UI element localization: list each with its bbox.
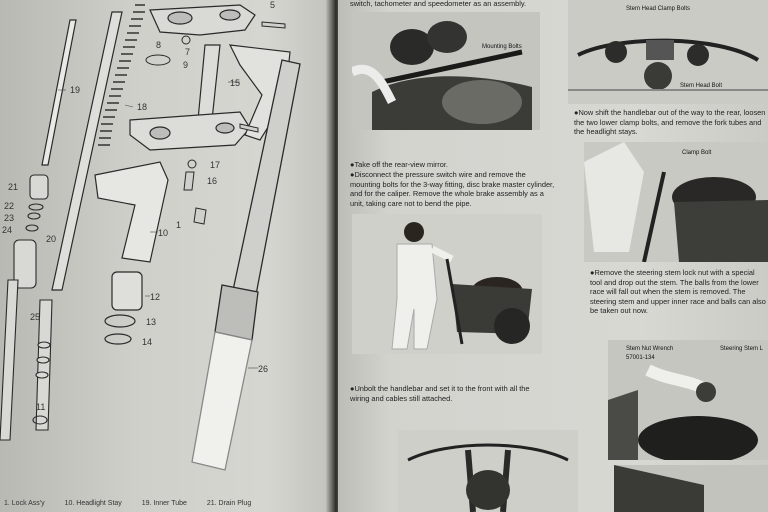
seal-parts: [105, 272, 142, 344]
photo-mechanic: [352, 214, 542, 354]
photo-label: Stem Head Clamp Bolts: [626, 6, 691, 12]
callout: 17: [210, 160, 221, 170]
callout: 13: [146, 317, 157, 327]
photo-label: Steering Stem L: [720, 346, 764, 352]
photo-label: Stem Head Bolt: [680, 83, 723, 89]
top-text: switch, tachometer and speedometer as an assembly.: [350, 0, 527, 8]
photo-clamp-bolt-drawing: [584, 142, 768, 262]
photo-stem-nut-wrench: [608, 340, 768, 460]
callout: 5: [270, 0, 276, 10]
para-unbolt-handlebar: ●Unbolt the handlebar and set it to the front with all the wiring and cables still attached.: [350, 384, 530, 403]
callout: 16: [207, 176, 218, 186]
inner-tube-part: [42, 12, 122, 290]
legend-item: 10. Headlight Stay: [64, 500, 122, 507]
callout: 7: [185, 47, 191, 57]
callout: 12: [150, 292, 161, 302]
callout: 9: [183, 60, 189, 70]
photo-mechanic-drawing: [352, 214, 542, 354]
photo-label: Mounting Bolts: [482, 44, 522, 50]
photo-arm-bottom-drawing: [614, 465, 768, 512]
photo-clamp-bolt: [584, 142, 768, 262]
legend-item: 21. Drain Plug: [206, 500, 252, 507]
callout: 8: [156, 40, 162, 50]
callout: 24: [2, 225, 13, 235]
callout: 20: [46, 234, 57, 244]
callout: 15: [230, 78, 241, 88]
photo-stem-head: [568, 0, 768, 104]
photo-handlebar-drawing: [352, 12, 540, 130]
callout: 10: [158, 228, 169, 238]
para-mirror: ●Take off the rear-view mirror.: [350, 160, 448, 169]
callout: 19: [70, 85, 81, 95]
photo-handlebar-front-drawing: [398, 430, 578, 512]
callout: 25: [30, 312, 41, 322]
callout: 14: [142, 337, 153, 347]
callout: 18: [137, 102, 148, 112]
legend-item: 1. Lock Ass'y: [4, 500, 45, 507]
legend-item: 19. Inner Tube: [141, 500, 187, 507]
callout: 1: [176, 220, 182, 230]
callout: 23: [4, 213, 15, 223]
callout: 26: [258, 364, 269, 374]
photo-stem-head-drawing: [568, 0, 768, 104]
photo-label: 57001-134: [626, 355, 655, 361]
upper-bracket-part: [150, 5, 255, 35]
photo-handlebar-front: [398, 430, 578, 512]
photo-label: Clamp Bolt: [682, 150, 712, 156]
photo-handlebar-controls: [352, 12, 540, 130]
right-page: [338, 0, 768, 512]
callout: 22: [4, 201, 15, 211]
left-page: [0, 0, 332, 512]
para-disconnect: ●Disconnect the pressure switch wire and remove the mounting bolts for the 3-way fitting, disc brake master cylinder, and for the caliper. Remove the whole brake assembly as a unit, taking care not to bend the pipe.: [350, 170, 555, 208]
fork-exploded-diagram: [0, 0, 332, 512]
fork-cover-part: [95, 162, 168, 262]
photo-arm-bottom: [614, 465, 768, 512]
para-shift-handlebar: ●Now shift the handlebar out of the way to the rear, loosen the two lower clamp bolts, and remove the fork tubes and the headlight stays.: [574, 108, 766, 137]
stem-bracket-part: [130, 45, 250, 150]
callout: 11: [36, 402, 46, 412]
parts-legend: [4, 500, 332, 507]
callout: 21: [8, 182, 19, 192]
para-remove-lock-nut: ●Remove the steering stem lock nut with a special tool and drop out the stem. The balls from the lower race will fall out when the stem is removed. The steering stem and upper inner race and balls can also be taken out now.: [590, 268, 766, 316]
photo-label: Stem Nut Wrench: [626, 346, 674, 352]
